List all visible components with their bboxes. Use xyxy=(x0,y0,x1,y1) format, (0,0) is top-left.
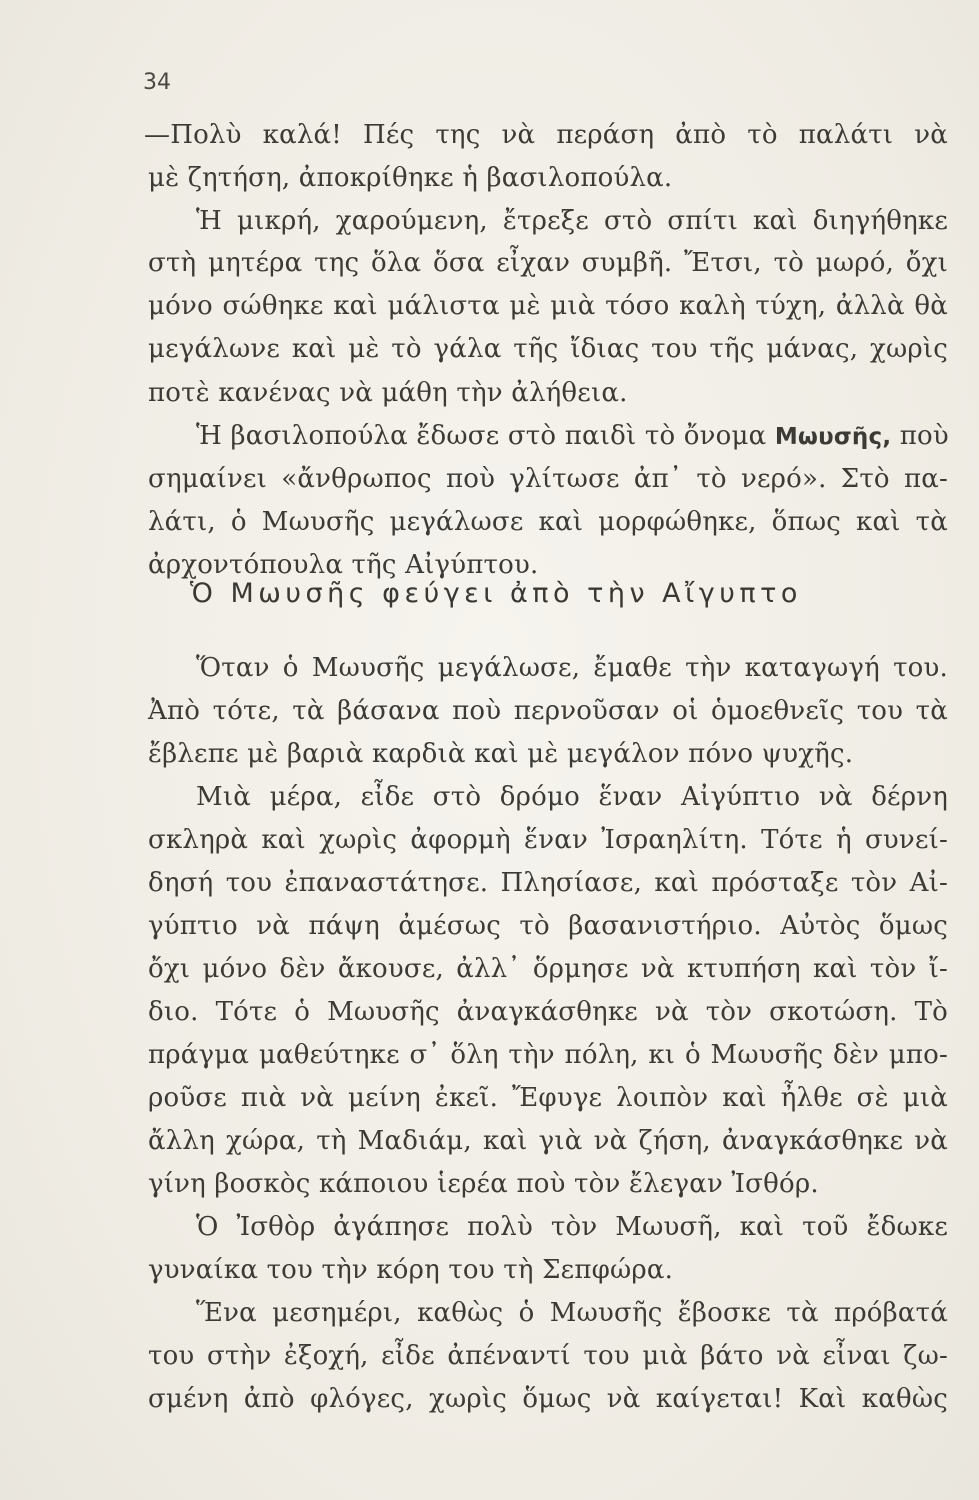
section-heading: Ὁ Μωυσῆς φεύγει ἀπὸ τὴν Αἴγυπτο xyxy=(190,578,802,609)
text-line: δησή του ἐπαναστάτησε. Πλησίασε, καὶ πρόσταξε τὸν Αἰ- xyxy=(148,868,948,898)
text-line-moses-name xyxy=(196,423,948,449)
text-line: ἔβλεπε μὲ βαριὰ καρδιὰ καὶ μὲ μεγάλον πόνο ψυχῆς. xyxy=(148,739,854,769)
text-fragment: Ἡ βασιλοπούλα ἔδωσε στὸ παιδὶ τὸ ὄνομα xyxy=(196,421,767,451)
text-line: σημαίνει «ἄνθρωπος ποὺ γλίτωσε ἀπ᾿ τὸ νερό». Στὸ πα- xyxy=(148,464,948,494)
text-line: ροῦσε πιὰ νὰ μείνη ἐκεῖ. Ἔφυγε λοιπὸν καὶ ἦλθε σὲ μιὰ xyxy=(148,1083,948,1113)
text-line: στὴ μητέρα της ὅλα ὅσα εἶχαν συμβῆ. Ἔτσι, τὸ μωρό, ὄχι xyxy=(148,248,948,278)
text-line: λάτι, ὁ Μωυσῆς μεγάλωσε καὶ μορφώθηκε, ὅπως καὶ τὰ xyxy=(148,507,948,537)
text-line: του στὴν ἐξοχή, εἶδε ἀπέναντί του μιὰ βάτο νὰ εἶναι ζω- xyxy=(148,1341,948,1371)
text-fragment: ποὺ xyxy=(899,421,949,451)
moses-name-bold: Μωυσῆς, xyxy=(774,424,892,450)
text-line: ὄχι μόνο δὲν ἄκουσε, ἀλλ᾿ ὅρμησε νὰ κτυπήση καὶ τὸν ἴ- xyxy=(148,954,948,984)
text-line: μὲ ζητήση, ἀποκρίθηκε ἡ βασιλοπούλα. xyxy=(148,163,673,193)
text-line: πράγμα μαθεύτηκε σ᾿ ὅλη τὴν πόλη, κι ὁ Μωυσῆς δὲν μπο- xyxy=(148,1040,948,1070)
text-line: ἀρχοντόπουλα τῆς Αἰγύπτου. xyxy=(148,550,539,580)
text-line: διο. Τότε ὁ Μωυσῆς ἀναγκάσθηκε νὰ τὸν σκοτώση. Τὸ xyxy=(148,997,948,1027)
text-line: μόνο σώθηκε καὶ μάλιστα μὲ μιὰ τόσο καλὴ τύχη, ἀλλὰ θὰ xyxy=(148,291,948,321)
text-line: Μιὰ μέρα, εἶδε στὸ δρόμο ἕναν Αἰγύπτιο νὰ δέρνη xyxy=(196,782,948,812)
text-line: Ἕνα μεσημέρι, καθὼς ὁ Μωυσῆς ἔβοσκε τὰ πρόβατά xyxy=(196,1298,948,1328)
text-line: σμένη ἀπὸ φλόγες, χωρὶς ὅμως νὰ καίγεται! Καὶ καθὼς xyxy=(148,1384,948,1414)
text-line: Ἡ μικρή, χαρούμενη, ἔτρεξε στὸ σπίτι καὶ διηγήθηκε xyxy=(196,206,948,236)
text-line: Ἀπὸ τότε, τὰ βάσανα ποὺ περνοῦσαν οἱ ὁμοεθνεῖς του τὰ xyxy=(148,696,948,726)
text-line: γύπτιο νὰ πάψη ἀμέσως τὸ βασανιστήριο. Αὐτὸς ὅμως xyxy=(148,911,948,941)
page-number: 34 xyxy=(143,70,171,95)
text-line: ἄλλη χώρα, τὴ Μαδιάμ, καὶ γιὰ νὰ ζήση, ἀναγκάσθηκε νὰ xyxy=(148,1126,948,1156)
text-line: σκληρὰ καὶ χωρὶς ἀφορμὴ ἕναν Ἰσραηλίτη. Τότε ἡ συνεί- xyxy=(148,825,948,855)
text-line: γυναίκα του τὴν κόρη του τὴ Σεπφώρα. xyxy=(148,1255,674,1285)
text-line: μεγάλωνε καὶ μὲ τὸ γάλα τῆς ἴδιας του τῆς μάνας, χωρὶς xyxy=(148,334,948,364)
text-line: —Πολὺ καλά! Πές της νὰ περάση ἀπὸ τὸ παλάτι νὰ xyxy=(144,120,948,150)
text-line: Ὅταν ὁ Μωυσῆς μεγάλωσε, ἔμαθε τὴν καταγωγή του. xyxy=(196,653,948,683)
text-line: ποτὲ κανένας νὰ μάθη τὴν ἀλήθεια. xyxy=(148,378,628,408)
text-line: γίνη βοσκὸς κάποιου ἱερέα ποὺ τὸν ἔλεγαν Ἰσθόρ. xyxy=(148,1169,819,1199)
text-line: Ὁ Ἰσθὸρ ἀγάπησε πολὺ τὸν Μωυσῆ, καὶ τοῦ ἔδωκε xyxy=(196,1212,948,1242)
